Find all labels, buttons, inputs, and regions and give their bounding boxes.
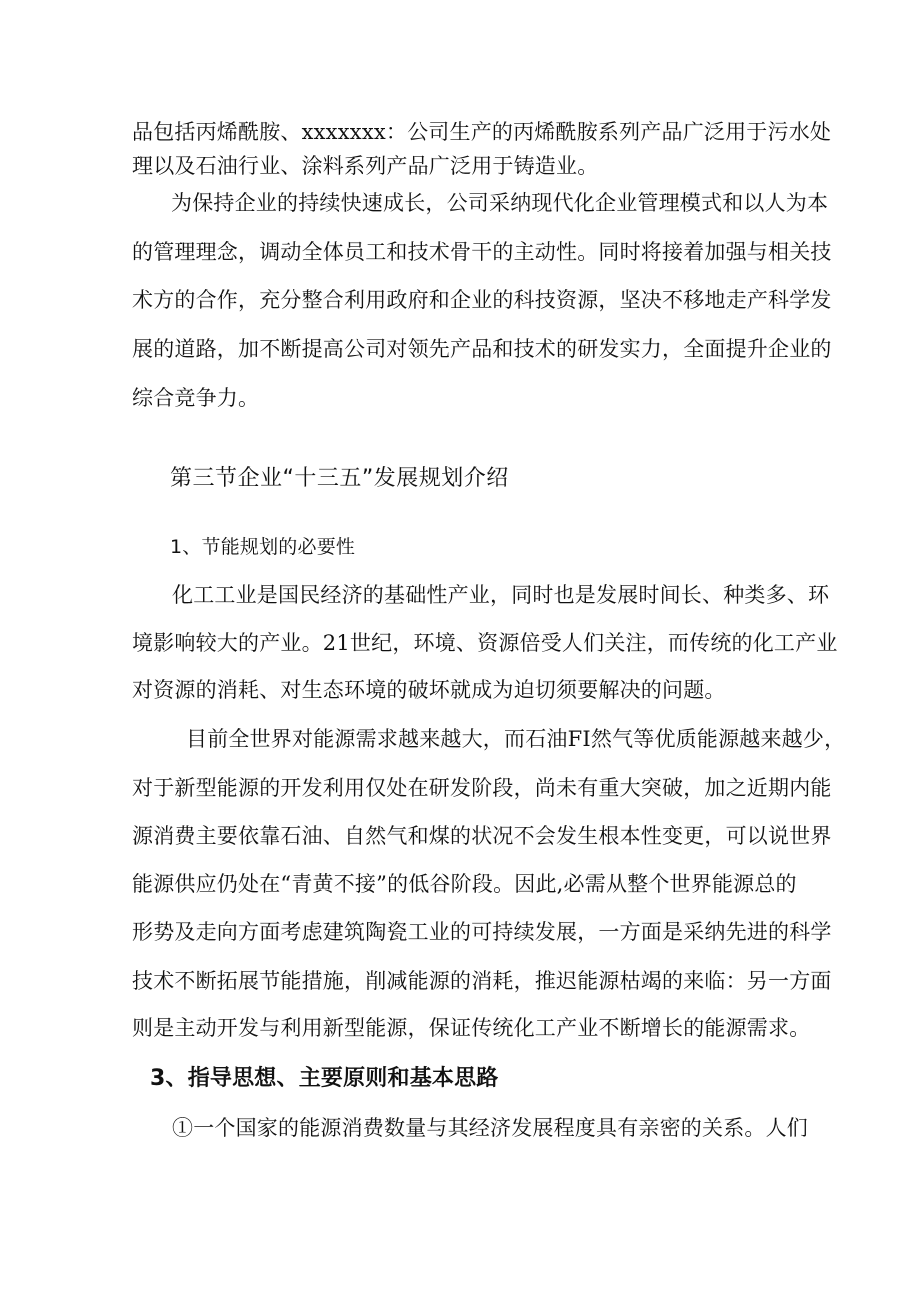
paragraph-line: 综合竞争力。	[132, 386, 260, 410]
paragraph-line: 理以及石油行业、涂料系列产品广泛用于铸造业。	[132, 154, 599, 178]
paragraph-line: 对资源的消耗、对生态环境的破坏就成为迫切须要解决的问题。	[132, 678, 726, 702]
paragraph-line: 展的道路，加不断提高公司对领先产品和技术的研发实力，全面提升企业的	[132, 337, 832, 361]
paragraph-line: 则是主动开发与利用新型能源，保证传统化工产业不断增长的能源需求。	[132, 1016, 811, 1040]
paragraph-line: 为保持企业的持续快速成长，公司采纳现代化企业管理模式和以人为本	[171, 191, 829, 215]
paragraph-line: 目前全世界对能源需求越来越大，而石油FI然气等优质能源越来越少，	[186, 727, 846, 751]
paragraph-line: ①一个国家的能源消费数量与其经济发展程度具有亲密的关系。人们	[172, 1116, 808, 1140]
paragraph-line: 境影响较大的产业。21世纪，环境、资源倍受人们关注，而传统的化工产业	[132, 631, 838, 655]
paragraph-line: 技术不断拓展节能措施，削减能源的消耗，推迟能源枯竭的来临：另一方面	[132, 969, 832, 993]
paragraph-line: 术方的合作，充分整合利用政府和企业的科技资源，坚决不移地走产科学发	[132, 288, 832, 312]
paragraph-line: 源消费主要依靠石油、自然气和煤的状况不会发生根本性变更，可以说世界	[132, 824, 832, 848]
paragraph-line: 品包括丙烯酰胺、xxxxxxx：公司生产的丙烯酰胺系列产品广泛用于污水处	[132, 120, 832, 144]
subsection-heading: 1、节能规划的必要性	[170, 536, 356, 558]
paragraph-line: 的管理理念，调动全体员工和技术骨干的主动性。同时将接着加强与相关技	[132, 240, 832, 264]
paragraph-line: 对于新型能源的开发利用仅处在研发阶段，尚未有重大突破，加之近期内能	[132, 776, 832, 800]
subsection-heading: 3、指导思想、主要原则和基本思路	[150, 1066, 499, 1091]
paragraph-line: 化工工业是国民经济的基础性产业，同时也是发展时间长、种类多、环	[172, 583, 830, 607]
paragraph-line: 能源供应仍处在“青黄不接”的低谷阶段。因此,必需从整个世界能源总的	[132, 872, 797, 896]
section-heading: 第三节企业“十三五”发展规划介绍	[170, 466, 509, 491]
paragraph-line: 形势及走向方面考虑建筑陶瓷工业的可持续发展，一方面是采纳先进的科学	[132, 920, 832, 944]
